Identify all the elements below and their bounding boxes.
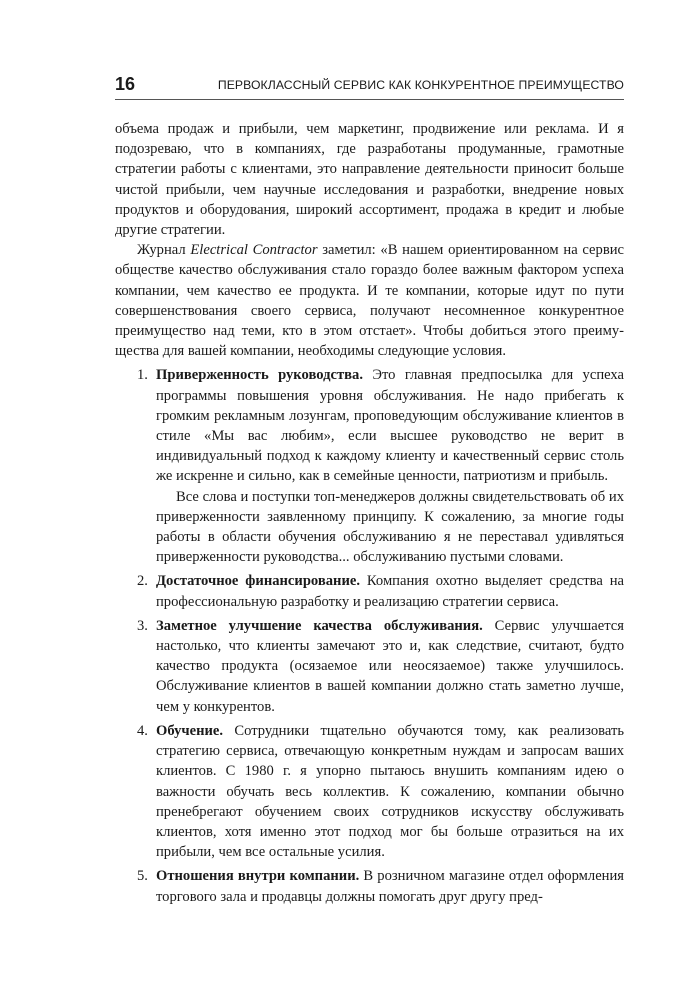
page-body [115,119,624,907]
list-item-subparagraph: Все слова и поступки топ-менеджеров должны свидетельствовать об их приверженности заявленному принципу. К сожалению, за многие годы работы в области обучения обслуживанию я не переставал удивляться приверженности руководства... обслуживанию пустыми словами. [156,488,624,566]
list-item-title: Приверженность руководства. [156,367,363,384]
list-item-title: Достаточное финансирование. [156,573,360,590]
paragraph-text: заметил: «В нашем ориентированном на сервис обществе качество обслуживания стало гораздо более важным фактором успеха компании, чем качество ее продукта. И те компании, которые идут по пути совершенствования своего сервиса, получают несомненное конкурентное преимущество над теми, кто в этом отстает». Чтобы добиться этого преимущества для вашей компании, необходимы следующие условия. [115,242,624,360]
list-item-text: Это главная предпосылка для успеха программы повышения уровня обслуживания. Не надо прибегать к громким рекламным лозунгам, проповедующим обслуживание клиентов в стиле «Мы вас любим», если высшее руководство не верит в индивидуальный подход к каждому клиенту и качественный сервис столь же искренне и сильно, как в семейные ценности, патриотизм и прибыль. [156,367,624,485]
paragraph [115,240,624,361]
list-number: 4. [137,722,148,739]
header-divider [115,99,624,100]
list-item [115,721,624,862]
list-item-title: Отношения внутри компании. [156,868,360,885]
list-item [115,365,624,567]
list-item [115,571,624,611]
list-item-text: В розничном магазине отдел оформления торгового зала и продавцы должны помогать друг другу пред- [156,868,625,905]
running-title: ПЕРВОКЛАССНЫЙ СЕРВИС КАК КОНКУРЕНТНОЕ ПРЕИМУЩЕСТВО [217,78,624,92]
list-number: 2. [137,573,148,590]
list-item-text: Сервис улучшается настолько, что клиенты замечают это и, как следствие, считают, будто качество продукта (осязаемое или неосязаемое) также улучшилось. Обслуживание клиентов в вашей компании должно стать заметно лучше, чем у конкурентов. [156,617,624,715]
paragraph-text: Журнал [137,242,191,259]
list-item-text: Компания охотно выделяет средства на профессиональную разработку и реализацию стратегии сервиса. [156,573,625,610]
list-item-text: Сотрудники тщательно обучаются тому, как реализовать стратегию сервиса, отвечающую конкретным нуждам и запросам ваших клиентов. С 1980 г. я упорно пытаюсь внушить компаниям идею о важности обучать весь коллектив. К сожалению, компании обычно пренебрегают обучением своих сотрудников искусству обслуживать клиентов, хотя именно этот подход мог бы больше отразиться на их прибыли, чем все остальные усилия. [156,722,624,861]
page-header [115,74,624,94]
list-number: 5. [137,868,148,885]
list-number: 1. [137,367,148,384]
page-number: 16 [115,74,136,94]
conditions-list [115,365,624,906]
list-item [115,616,624,717]
paragraph: объема продаж и прибыли, чем маркетинг, продвижение или реклама. И я подозреваю, что в компаниях, где разработаны продуманные, грамотные стратегии работы с клиентами, это направление деятельности приносит больше чистой прибыли, чем научные исследования и разработки, внедрение новых продуктов и оборудования, широкий ассортимент, продажа в кредит и любые другие стратегии. [115,121,624,239]
list-item-title: Заметное улучшение качества обслуживания. [156,617,483,634]
list-item [115,866,624,906]
journal-title: Electrical Contractor [190,242,318,259]
list-number: 3. [137,617,148,634]
list-item-title: Обучение. [156,722,224,739]
